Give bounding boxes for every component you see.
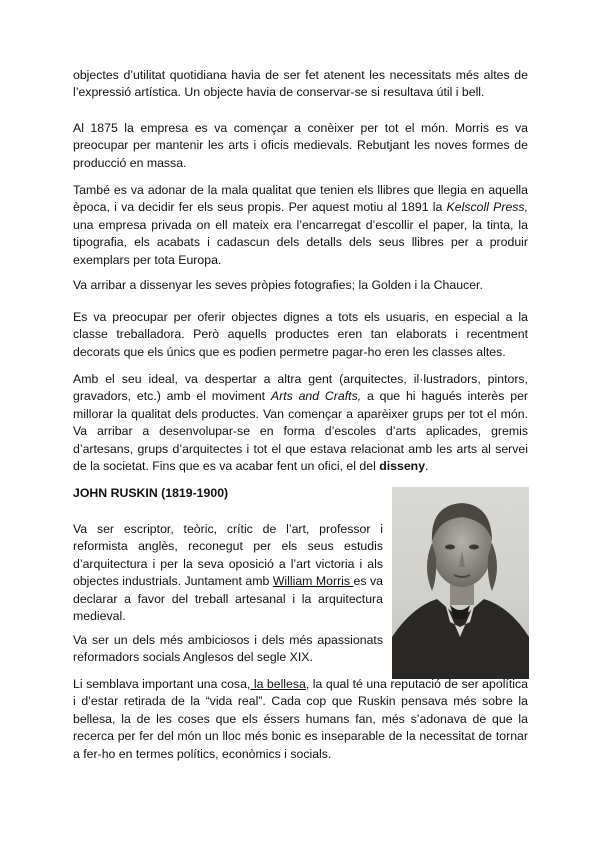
paragraph-typography-text: Va arribar a dissenyar les seves pròpies fotografies; la Golden i la Chaucer. <box>73 278 483 292</box>
paragraph-working-class <box>73 309 528 361</box>
paragraph-utility <box>73 67 528 102</box>
portrait-image <box>392 487 529 679</box>
ruskin-bio <box>73 521 383 625</box>
ruskin-beauty-text-1: Li semblava important una cosa, <box>73 677 251 691</box>
paragraph-typography <box>73 277 528 294</box>
ruskin-reformer <box>73 632 383 667</box>
ruskin-bio-text-1: Va ser escriptor, teòric, crític de l’art, professor i reformista anglès, reconegut per els seus estudis d’arquitectura i per la seva oposició a l’art victoria i als objectes industrials. Juntament amb <box>73 522 383 589</box>
paragraph-books-text-1: També es va adonar de la mala qualitat que tenien els llibres que llegia en aquella època, i va decidir fer els seus propis. Per aquest motiu al 1891 la <box>73 183 528 215</box>
paragraph-utility-text: objectes d’utilitat quotidiana havia de ser fet atenent les necessitats més altes de l’expressió artística. Un objecte havia de conservar-se si resultava útil i bell. <box>73 68 528 100</box>
paragraph-arts-text-1: Amb el seu ideal, va despertar a altra gent (arquitectes, il·lustradors, pintors, gravadors, etc.) amb el moviment <box>73 372 528 404</box>
william-morris-link[interactable]: William Morris <box>272 574 354 589</box>
ruskin-beauty <box>73 676 528 763</box>
john-ruskin-portrait <box>392 487 529 679</box>
kelscoll-press-italic: Kelscoll Press, <box>446 200 528 215</box>
ruskin-beauty-text-2: , la qual té una reputació de ser apolítica i d’estar retirada de la “vida real”. Cada cop que Ruskin pensava més sobre la bellesa, la de les coses que els éssers humans fan, més s’adonava de que la recerca per fer del món un lloc més bonic es inseparable de la necessitat de tornar a fer-ho en termes polítics, econòmics i socials. <box>73 677 528 761</box>
ruskin-heading: JOHN RUSKIN (1819-1900) <box>73 486 229 500</box>
paragraph-1875 <box>73 120 528 172</box>
la-bellesa-link[interactable]: la bellesa <box>250 677 306 691</box>
paragraph-working-class-text: Es va preocupar per oferir objectes dignes a tots els usuaris, en especial a la classe treballadora. Però aquells productes eren tan elaborats i recentment decorats que els únics que es podien permetre pagar-ho eren les classes altes. <box>73 310 528 359</box>
paragraph-books <box>73 182 528 269</box>
paragraph-1875-text: Al 1875 la empresa es va començar a conèixer per tot el món. Morris es va preocupar per mantenir les arts i oficis medievals. Rebutjant les noves formes de producció en massa. <box>73 121 528 170</box>
paragraph-arts-text-2: a que hi hagués interès per millorar la qualitat dels productes. Van començar a aparèixer grups per tot el món. Va arribar a desenvolupar-se en forma d’escoles d’arts aplicades, gremis d’artesans, grups d’arquitectes i tot el que estava relacionat amb les arts al servei de la societat. Fins que es va acabar fent un ofici, el del <box>73 389 528 474</box>
paragraph-arts-and-crafts <box>73 371 528 475</box>
ruskin-bio-text-2: es va declarar a favor del treball artesanal i la arquitectura medieval. <box>73 574 383 624</box>
paragraph-arts-end: . <box>425 459 429 474</box>
arts-and-crafts-italic: Arts and Crafts, <box>270 389 362 404</box>
paragraph-books-text-2: una empresa privada on ell mateix era l’encarregat d’escollir el paper, la tinta, la tipografia, els acabats i cadascun dels detalls dels seus llibres per a produir exemplars per tota Europa. <box>73 217 528 267</box>
ruskin-reformer-text: Va ser un dels més ambiciosos i dels més apassionats reformadors socials Anglesos del segle XIX. <box>73 633 383 665</box>
disseny-bold: disseny <box>379 459 426 474</box>
